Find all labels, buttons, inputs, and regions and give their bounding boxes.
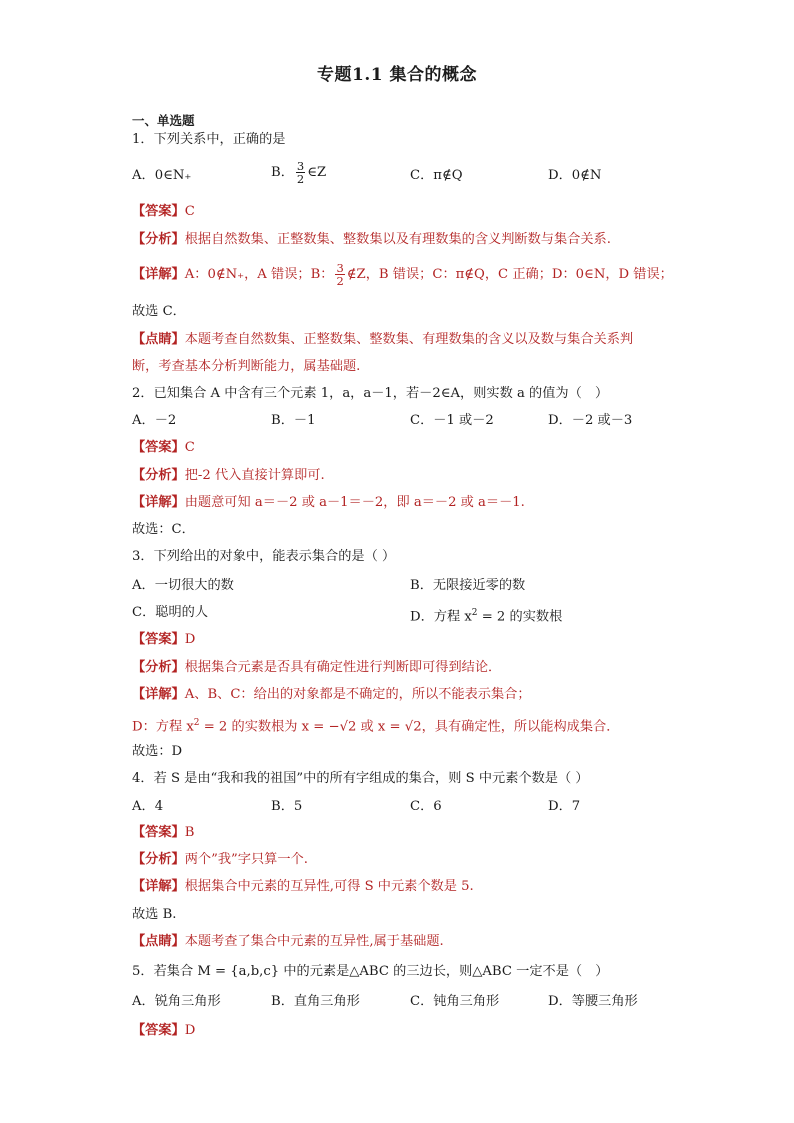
fraction: $\frac{3}{2}$ [336,261,344,288]
q2-answer: 【答案】C [132,440,195,455]
q4-option-b: B．5 [271,799,303,814]
q2-conclusion: 故选：C． [132,522,195,537]
q2-detail: 【详解】由题意可知 a＝－2 或 a－1＝－2，即 a＝－2 或 a＝－1. [132,495,525,510]
q2-option-a: A．－2 [132,413,177,428]
q3-answer: 【答案】D [132,632,196,647]
q5-option-a: A．锐角三角形 [132,994,221,1009]
q3-option-b: B．无限接近零的数 [410,578,526,593]
q4-analysis: 【分析】两个”我”字只算一个. [132,852,308,867]
q3-stem: 3．下列给出的对象中，能表示集合的是（ ） [132,549,396,564]
section-heading: 一、单选题 [132,113,195,128]
q4-option-c: C．6 [410,799,442,814]
q3-conclusion: 故选：D [132,744,183,759]
q3-detail-line1: 【详解】A、B、C：给出的对象都是不确定的，所以不能表示集合； [132,687,531,702]
q3-detail-line2: D：方程 $x^2 = 2$ 的实数根为 x = −√2 或 x = √2，具有确定性，所以能构成集合． [132,718,620,735]
q1-conclusion: 故选 C． [132,304,186,319]
q1-analysis: 【分析】根据自然数集、正整数集、整数集以及有理数集的含义判断数与集合关系. [132,232,611,247]
q1-comment-line1: 【点睛】本题考查自然数集、正整数集、整数集、有理数集的含义以及数与集合关系判 [132,332,634,347]
q2-option-b: B．－1 [271,413,316,428]
q4-stem: 4．若 S 是由“我和我的祖国”中的所有字组成的集合，则 S 中元素个数是（ ） [132,771,589,786]
q5-option-c: C．钝角三角形 [410,994,500,1009]
q1-option-b: B． $\frac{3}{2}$ ∈Z [271,159,327,186]
q2-stem: 2．已知集合 A 中含有三个元素 1，a，a－1，若－2∈A，则实数 a 的值为（ ） [132,386,609,401]
q5-answer: 【答案】D [132,1023,196,1038]
q2-analysis: 【分析】把-2 代入直接计算即可. [132,468,325,483]
q5-option-b: B．直角三角形 [271,994,360,1009]
q4-detail: 【详解】根据集合中元素的互异性,可得 S 中元素个数是 5. [132,879,474,894]
fraction: $\frac{3}{2}$ [296,159,305,186]
q5-option-d: D．等腰三角形 [548,994,638,1009]
q2-option-c: C．－1 或－2 [410,413,494,428]
q4-option-d: D．7 [548,799,581,814]
q1-option-d: D．0∉N [548,168,602,183]
q3-option-c: C．聪明的人 [132,605,209,620]
q1-comment-line2: 断，考查基本分析判断能力，属基础题. [132,359,361,374]
q1-answer: 【答案】C [132,204,195,219]
q1-option-a: A．0∈N₊ [132,168,192,183]
q4-comment: 【点睛】本题考查了集合中元素的互异性,属于基础题. [132,934,444,949]
q1-option-c: C．π∉Q [410,168,463,183]
q1-detail: 【详解】A：0∉N₊，A 错误；B： $\frac{3}{2}$ ∉Z，B 错误；C：π∉Q，C 正确；D：0∈N，D 错误； [132,261,673,288]
q1-stem: 1．下列关系中，正确的是 [132,132,286,147]
page-title: 专题1.1 集合的概念 [317,65,477,85]
q2-option-d: D．－2 或－3 [548,413,633,428]
q4-option-a: A．4 [132,799,164,814]
q5-stem: 5．若集合 M = {a,b,c} 中的元素是△ABC 的三边长，则△ABC 一定不是（ ） [132,964,609,979]
q3-option-d: D．方程 $x^2 = 2$ 的实数根 [410,608,563,625]
q3-option-a: A．一切很大的数 [132,578,234,593]
q3-analysis: 【分析】根据集合元素是否具有确定性进行判断即可得到结论． [132,660,502,675]
q4-answer: 【答案】B [132,825,195,840]
q4-conclusion: 故选 B. [132,907,177,922]
